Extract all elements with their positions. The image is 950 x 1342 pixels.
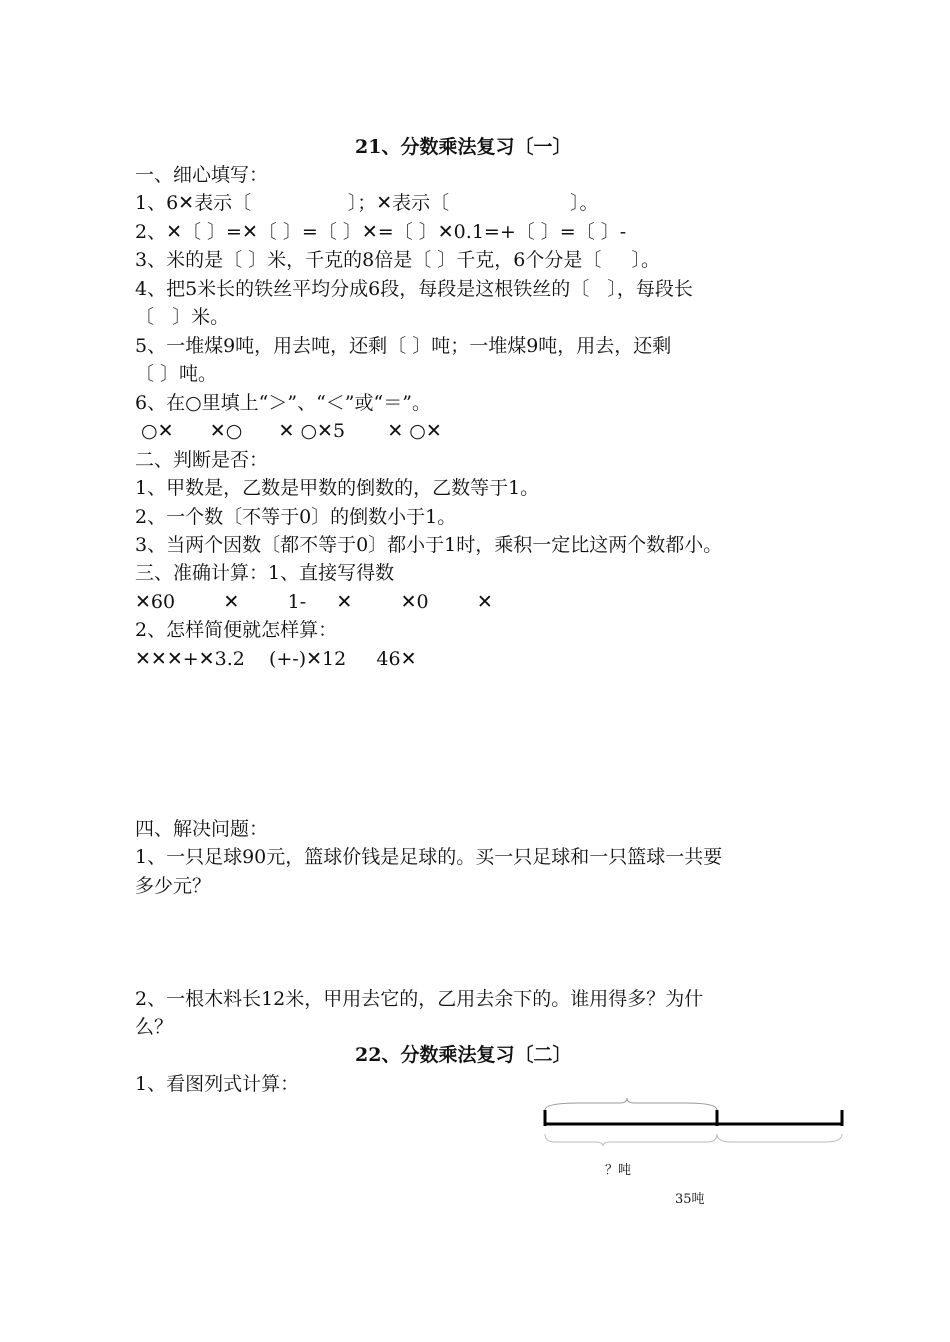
top-brace [545,1098,717,1110]
calc-simplify-heading: 2、怎样简便就怎样算： [135,619,338,641]
question-6: 6、在○里填上“＞”、“＜”或“＝”。 [135,392,431,414]
question-2: 2、✕〔 〕=✕〔 〕=〔 〕✕=〔 〕✕0.1=+〔 〕=〔 〕- [135,221,627,243]
lower-brace-unknown [545,1134,717,1146]
diagram-question: 1、看图列式计算： [135,1073,300,1095]
section-title-21: 21、分数乘法复习〔一〕 [355,136,572,158]
question-6-comparisons: ○✕ ✕○ ✕ ○✕5 ✕ ○✕ [135,420,442,442]
section-title-22: 22、分数乘法复习〔二〕 [355,1044,572,1066]
section-heading-calc: 三、准确计算：1、直接写得数 [135,562,395,584]
section-heading-problems: 四、解决问题： [135,818,269,840]
label-unknown-tons: ？吨 [605,1163,632,1178]
judge-2: 2、一个数〔不等于0〕的倒数小于1。 [135,506,457,528]
judge-3: 3、当两个因数〔都不等于0〕都小于1时，乘积一定比这两个数都小。 [135,534,723,556]
question-4-line-1: 4、把5米长的铁丝平均分成6段，每段是这根铁丝的〔 〕，每段长 [135,278,693,300]
problem-2-line-2: 么？ [135,1016,174,1038]
question-5-line-1: 5、一堆煤9吨，用去吨，还剩〔 〕吨；一堆煤9吨，用去，还剩 [135,335,672,357]
lower-brace-rest [717,1134,842,1142]
question-1: 1、6✕表示〔 〕；✕表示〔 〕。 [135,192,599,214]
problem-1-line-1: 1、一只足球90元，篮球价钱是足球的。买一只足球和一只篮球一共要 [135,846,723,868]
problem-2-line-1: 2、一根木料长12米，甲用去它的，乙用去余下的。谁用得多？为什 [135,988,704,1010]
question-5-line-2: 〔 〕吨。 [135,363,218,385]
calc-simplify-row: ✕✕✕+✕3.2 (+-)✕12 46✕ [135,648,417,670]
question-4-line-2: 〔 〕米。 [135,306,230,328]
label-total-tons: 35吨 [675,1192,705,1207]
judge-1: 1、甲数是，乙数是甲数的倒数的，乙数等于1。 [135,477,540,499]
section-heading-judge: 二、判断是否： [135,449,269,471]
segment-diagram [535,1098,855,1178]
section-heading-fill-in: 一、细心填写： [135,164,269,186]
problem-1-line-2: 多少元？ [135,875,212,897]
calc-direct-row: ✕60 ✕ 1- ✕ ✕0 ✕ [135,591,493,613]
question-3: 3、米的是〔 〕米，千克的8倍是〔 〕千克，6个分是〔 〕。 [135,249,661,271]
